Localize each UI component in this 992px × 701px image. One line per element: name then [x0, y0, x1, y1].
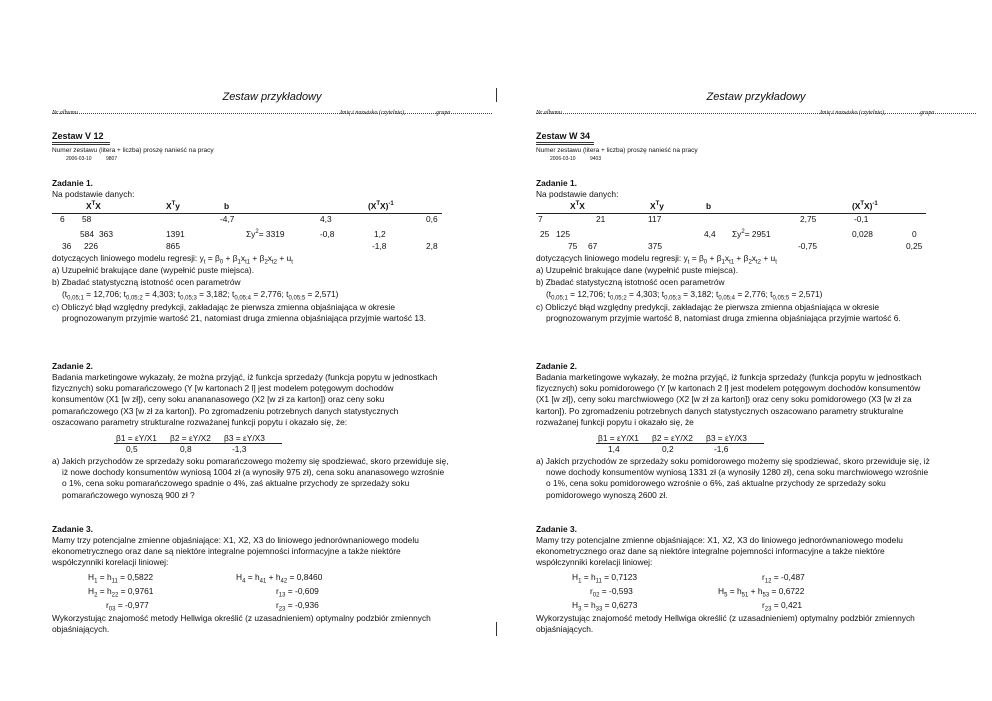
xtx-r1c1: 7: [538, 214, 543, 224]
col-xty: $X^Ty$: [166, 201, 180, 211]
task1-critical-values: ($t_{0,05;1} = 12,706$; $t_{0,05;2} = 4,303$; $t_{0,05;3} = 3,182$; $t_{0,05;4} = 2,776$; $t_{0,05;5} = 2,571$): [62, 289, 339, 302]
h4-value: $H_4 = h_{41} + h_{42} = 0,8460$: [236, 572, 323, 585]
task3-title: Zadanie 3.: [536, 524, 577, 534]
inv-r1c1: 4,3: [320, 214, 332, 224]
beta-rule: [114, 443, 282, 444]
worksheet-right: [536, 0, 976, 701]
set-label: Zestaw W 34: [536, 131, 591, 141]
xtx-r2c2: 125: [556, 229, 570, 239]
r23-value: $r_{23} = 0,421$: [762, 600, 802, 613]
task2-text: Badania marketingowe wykazały, że można przyjąć, iż funkcja sprzedaży (funkcja popytu w jednostkach fizycznych) soku pomarańczowego (Y [w kartonach 2 l] jest modelem potęgowym dochodów konsumentów (X1 [w zł]), ceny soku anananasowego (X2 [w zł za karton]) oraz ceny soku pomarańczowego (X3 [w zł za karton]). Po zgromadzeniu potrzebnych danych statystycznych oszacowano parametry strukturalne rozważanej funkcji popytu i okazało się, że:: [52, 372, 438, 427]
inv-r2c2: 1,2: [374, 229, 386, 239]
sheet-title: Zestaw przykładowy: [706, 91, 806, 103]
task3-title: Zadanie 3.: [52, 524, 93, 534]
beta-rule: [596, 443, 764, 444]
task2-title: Zadanie 2.: [52, 361, 93, 371]
task1-a: a) Uzupełnić brakujące dane (wypełnić puste miejsca).: [52, 265, 255, 275]
task1-intro: Na podstawie danych:: [536, 189, 619, 199]
h3-value: $H_3 = h_{33} = 0,6273$: [572, 600, 638, 613]
col-xtx: $X^TX$: [86, 201, 101, 211]
xtx-r1c2: 21: [596, 214, 606, 224]
beta1-value: 0,5: [126, 444, 138, 454]
beta1-value: 1,4: [608, 444, 620, 454]
col-inverse: $(X^TX)^{-1}$: [852, 201, 878, 211]
task3-task: Wykorzystując znajomość metody Hellwiga określić (z uzasadnieniem) optymalny podzbiór zmiennych objaśniających.: [536, 613, 915, 635]
r03-value: $r_{03} = -0,977$: [106, 600, 149, 613]
code: 9403: [590, 156, 602, 162]
xtx-r2c1v: 584: [80, 229, 94, 239]
r02-value: $r_{02} = -0,593$: [590, 586, 633, 599]
xty-r3: 865: [166, 241, 180, 251]
b-r1: -4,7: [220, 214, 235, 224]
task1-table: [52, 201, 442, 251]
worksheet-left: [52, 0, 492, 701]
task1-a: a) Uzupełnić brakujące dane (wypełnić puste miejsca).: [536, 265, 739, 275]
task1-model: dotyczących liniowego modelu regresji: $y_t = \beta_0 + \beta_1x_{t1} + \beta_2x_{t2} + u_t$: [52, 253, 293, 266]
set-number-instruction: Numer zestawu (litera + liczba) proszę nanieść na pracy: [536, 147, 698, 154]
sum-y2: $\Sigma y^2= 3319$: [246, 229, 285, 239]
h1-value: $H_1 = h_{11} = 0,7123$: [572, 572, 638, 585]
task2-a: a) Jakich przychodów ze sprzedaży soku pomarańczowego możemy się spodziewać, skoro przewiduje się, iż nowe dochody konsumentów wyniosą 1004 zł (a wynosiły 975 zł), cena soku ananasowego wzrośnie o 1%, cena soku pomarańczowego spadnie o 4%, zaś aktualne przychody ze sprzedaży soku pomarańczowego wynoszą 900 zł ?: [52, 456, 449, 500]
task1-table: [536, 201, 926, 251]
xtx-r1c1: 6: [60, 214, 65, 224]
task2-a: a) Jakich przychodów ze sprzedaży soku pomidorowego możemy się spodziewać, skoro przewiduje się, iż nowe dochody konsumentów wyniosą 1331 zł (a wynosiły 1280 zł), cena soku marchwiowego wzrośnie o 1%, cena soku pomidorowego wzrośnie o 6%, zaś aktualne przychody ze sprzedaży soku pomidorowego wynoszą 2600 zł.: [536, 456, 930, 500]
col-b: b: [224, 201, 230, 211]
xtx-r3c1: 36: [62, 241, 72, 251]
h2-value: $H_2 = h_{22} = 0,9761$: [88, 586, 154, 599]
col-b: b: [706, 201, 712, 211]
task1-model: dotyczących liniowego modelu regresji: $y_t = \beta_0 + \beta_1x_{t1} + \beta_2x_{t2} + u_t$: [536, 253, 777, 266]
sum-y2: $\Sigma y^2= 2951$: [732, 229, 771, 239]
col-xtx: $X^TX$: [570, 201, 585, 211]
date: 2006-03-10: [66, 156, 92, 162]
nr-albumu-label: Nr albumu: [536, 110, 562, 116]
beta2-value: 0,8: [180, 444, 192, 454]
inv-r1c3: 0,6: [426, 214, 438, 224]
beta2-value: 0,2: [662, 444, 674, 454]
code: 9807: [106, 156, 118, 162]
task2-text: Badania marketingowe wykazały, że można przyjąć, iż funkcja sprzedaży (funkcja popytu w jednostkach fizycznych) soku pomidorowego (Y [w kartonach 2 l] jest modelem potęgowym dochodów konsumentów (X1 [w zł]), ceny soku marchwiowego (X2 [w zł za karton]) oraz ceny soku pomidorowego (X3 [w zł za karton]). Po zgromadzeniu potrzebnych danych statystycznych oszacowano parametry strukturalne rozważanej funkcji popytu i okazało się, że: [536, 372, 922, 427]
set-underline: [52, 142, 110, 143]
set-underline: [536, 142, 594, 143]
xtx-r3c2: 67: [588, 241, 598, 251]
h1-value: $H_1 = h_{11} = 0,5822$: [88, 572, 154, 585]
inv-r3c3: 2,8: [426, 241, 438, 251]
page-divider-top: [496, 88, 497, 102]
nr-albumu-label: Nr albumu: [52, 110, 78, 116]
grupa-label: grupa: [436, 110, 451, 116]
r12-value: $r_{12} = -0,487$: [762, 572, 805, 585]
inv-r1c2: -0,1: [854, 214, 869, 224]
task1-intro: Na podstawie danych:: [52, 189, 135, 199]
grupa-label: grupa: [920, 110, 935, 116]
task1-title: Zadanie 1.: [52, 178, 93, 188]
name-label: Imię i nazwisko (czytelnie),: [820, 110, 886, 116]
page-divider-bottom: [496, 622, 497, 636]
xty-r3: 375: [648, 241, 662, 251]
beta3-value: -1,3: [232, 444, 247, 454]
task2-title: Zadanie 2.: [536, 361, 577, 371]
beta2-label: β2 = εY/X2: [652, 433, 693, 443]
inv-r3c1: -0,75: [798, 241, 818, 251]
inv-r2c2: 0,028: [852, 229, 873, 239]
xtx-r3c1: 75: [568, 241, 578, 251]
beta1-label: β1 = εY/X1: [116, 433, 157, 443]
inv-r2c3: 0: [912, 229, 917, 239]
set-label: Zestaw V 12: [52, 131, 104, 141]
inv-r3c3: 0,25: [906, 241, 923, 251]
r23-value: $r_{23} = -0,936$: [276, 600, 319, 613]
inv-r2c1: -0,8: [320, 229, 335, 239]
inv-r1c1: 2,75: [800, 214, 817, 224]
task1-critical-values: ($t_{0,05;1} = 12,706$; $t_{0,05;2} = 4,303$; $t_{0,05;3} = 3,182$; $t_{0,05;4} = 2,776$; $t_{0,05;5} = 2,571$): [546, 289, 823, 302]
task3-intro: Mamy trzy potencjalne zmienne objaśniające: X1, X2, X3 do liniowego jednorównaniowego modelu ekonometrycznego oraz dane są niektóre integralne pojemności informacyjne a także niektóre współczynniki korelacji liniowej:: [52, 535, 419, 568]
xtx-r2c1: 25: [540, 229, 550, 239]
task1-b: b) Zbadać statystyczną istotność ocen parametrów: [536, 277, 725, 287]
xtx-r3c2: 226: [84, 241, 98, 251]
beta3-value: -1,6: [714, 444, 729, 454]
xtx-r1c2: 58: [82, 214, 92, 224]
task1-c: c) Obliczyć błąd względny predykcji, zakładając że pierwsza zmienna objaśniająca w okresie prognozowanym przyjmie wartość 21, natomiast druga zmienna objaśniająca przyjmie wartość 13.: [52, 302, 427, 324]
task1-b: b) Zbadać statystyczną istotność ocen parametrów: [52, 277, 241, 287]
task3-intro: Mamy trzy potencjalne zmienne objaśniające: X1, X2, X3 do liniowego jednorównaniowego modelu ekonometrycznego oraz dane są niektóre integralne pojemności informacyjne a także niektóre współczynniki korelacji liniowej:: [536, 535, 903, 568]
task1-title: Zadanie 1.: [536, 178, 577, 188]
sheet-title: Zestaw przykładowy: [222, 91, 322, 103]
h5-value: $H_5 = h_{51} + h_{53} = 0,6722$: [718, 586, 805, 599]
header-dotted-line: [52, 113, 492, 114]
name-label: Imię i nazwisko (czytelnie),: [340, 110, 406, 116]
set-number-instruction: Numer zestawu (litera + liczba) proszę nanieść na pracy: [52, 147, 214, 154]
header-dotted-line: [536, 113, 976, 114]
r13-value: $r_{13} = -0,609$: [276, 586, 319, 599]
beta3-label: β3 = εY/X3: [224, 433, 265, 443]
col-inverse: $(X^TX)^{-1}$: [368, 201, 394, 211]
xtx-r2c2: 363: [99, 229, 113, 239]
task3-task: Wykorzystując znajomość metody Hellwiga określić (z uzasadnieniem) optymalny podzbiór zmiennych objaśniających.: [52, 613, 431, 635]
beta3-label: β3 = εY/X3: [706, 433, 747, 443]
beta2-label: β2 = εY/X2: [170, 433, 211, 443]
task1-c: c) Obliczyć błąd względny predykcji, zakładając że pierwsza zmienna objaśniająca w okresie prognozowanym przyjmie wartość 8, natomiast druga zmienna objaśniająca przyjmie wartość 6.: [536, 302, 901, 324]
inv-r3c2: -1,8: [372, 241, 387, 251]
b-r2: 4,4: [704, 229, 716, 239]
table-rule: [52, 213, 442, 214]
xty-r1: 117: [648, 214, 662, 224]
xty-r2: 1391: [166, 229, 185, 239]
col-xty: $X^Ty$: [650, 201, 664, 211]
date: 2006-03-10: [550, 156, 576, 162]
beta1-label: β1 = εY/X1: [598, 433, 639, 443]
